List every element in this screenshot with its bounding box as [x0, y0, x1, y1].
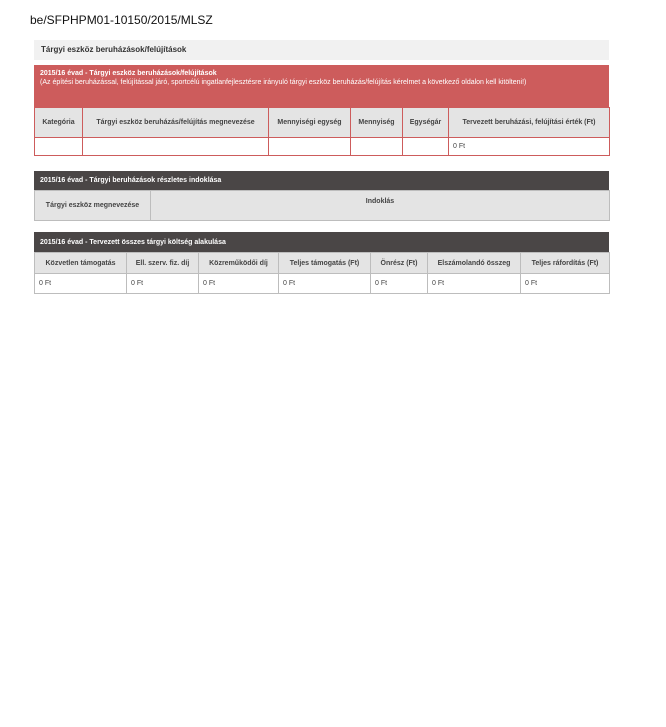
costs-title: 2015/16 évad - Tervezett összes tárgyi költség alakulása [40, 239, 226, 246]
table-cell: 0 Ft [428, 274, 521, 294]
column-header: Indoklás [151, 191, 610, 221]
costs-block [34, 232, 609, 294]
column-header: Közvetlen támogatás [35, 253, 127, 274]
table-cell [351, 138, 403, 156]
table-cell: 0 Ft [127, 274, 199, 294]
table-cell: 0 Ft [279, 274, 371, 294]
column-header: Tervezett beruházási, felújítási érték (Ft) [449, 108, 610, 138]
table-cell [35, 138, 83, 156]
column-header: Tárgyi eszköz megnevezése [35, 191, 151, 221]
investments-subtitle: (Az építési beruházással, felújítással járó, sportcélú ingatlanfejlesztésre irányuló tárgyi eszköz beruházás/felújítás kérelmet a következő oldalon kell kitölteni!) [40, 79, 527, 86]
justification-title: 2015/16 évad - Tárgyi beruházások részletes indoklása [40, 177, 222, 184]
table-cell: 0 Ft [199, 274, 279, 294]
costs-table [34, 252, 610, 294]
costs-title-bar [34, 232, 609, 252]
investments-table [34, 107, 610, 156]
table-cell [83, 138, 269, 156]
table-header-row [35, 253, 610, 274]
table-cell: 0 Ft [521, 274, 610, 294]
document-id: be/SFPHPM01-10150/2015/MLSZ [30, 13, 213, 27]
column-header: Teljes ráfordítás (Ft) [521, 253, 610, 274]
section-header: Tárgyi eszköz beruházások/felújítások [34, 40, 609, 60]
table-cell: 0 Ft [371, 274, 428, 294]
column-header: Tárgyi eszköz beruházás/felújítás megnevezése [83, 108, 269, 138]
column-header: Mennyiségi egység [269, 108, 351, 138]
investments-block [34, 65, 609, 156]
column-header: Egységár [403, 108, 449, 138]
justification-table [34, 190, 610, 221]
table-row [35, 274, 610, 294]
investments-title: 2015/16 évad - Tárgyi eszköz beruházások/felújítások [40, 70, 217, 77]
table-cell [403, 138, 449, 156]
column-header: Kategória [35, 108, 83, 138]
justification-title-bar [34, 171, 609, 190]
table-cell [269, 138, 351, 156]
table-cell: 0 Ft [449, 138, 610, 156]
table-row [35, 138, 610, 156]
column-header: Elszámolandó összeg [428, 253, 521, 274]
investments-title-bar [34, 65, 609, 107]
column-header: Közreműködői díj [199, 253, 279, 274]
column-header: Ell. szerv. fiz. díj [127, 253, 199, 274]
column-header: Mennyiség [351, 108, 403, 138]
column-header: Teljes támogatás (Ft) [279, 253, 371, 274]
justification-block [34, 171, 609, 221]
table-cell: 0 Ft [35, 274, 127, 294]
table-header-row [35, 108, 610, 138]
table-header-row [35, 191, 610, 221]
column-header: Önrész (Ft) [371, 253, 428, 274]
